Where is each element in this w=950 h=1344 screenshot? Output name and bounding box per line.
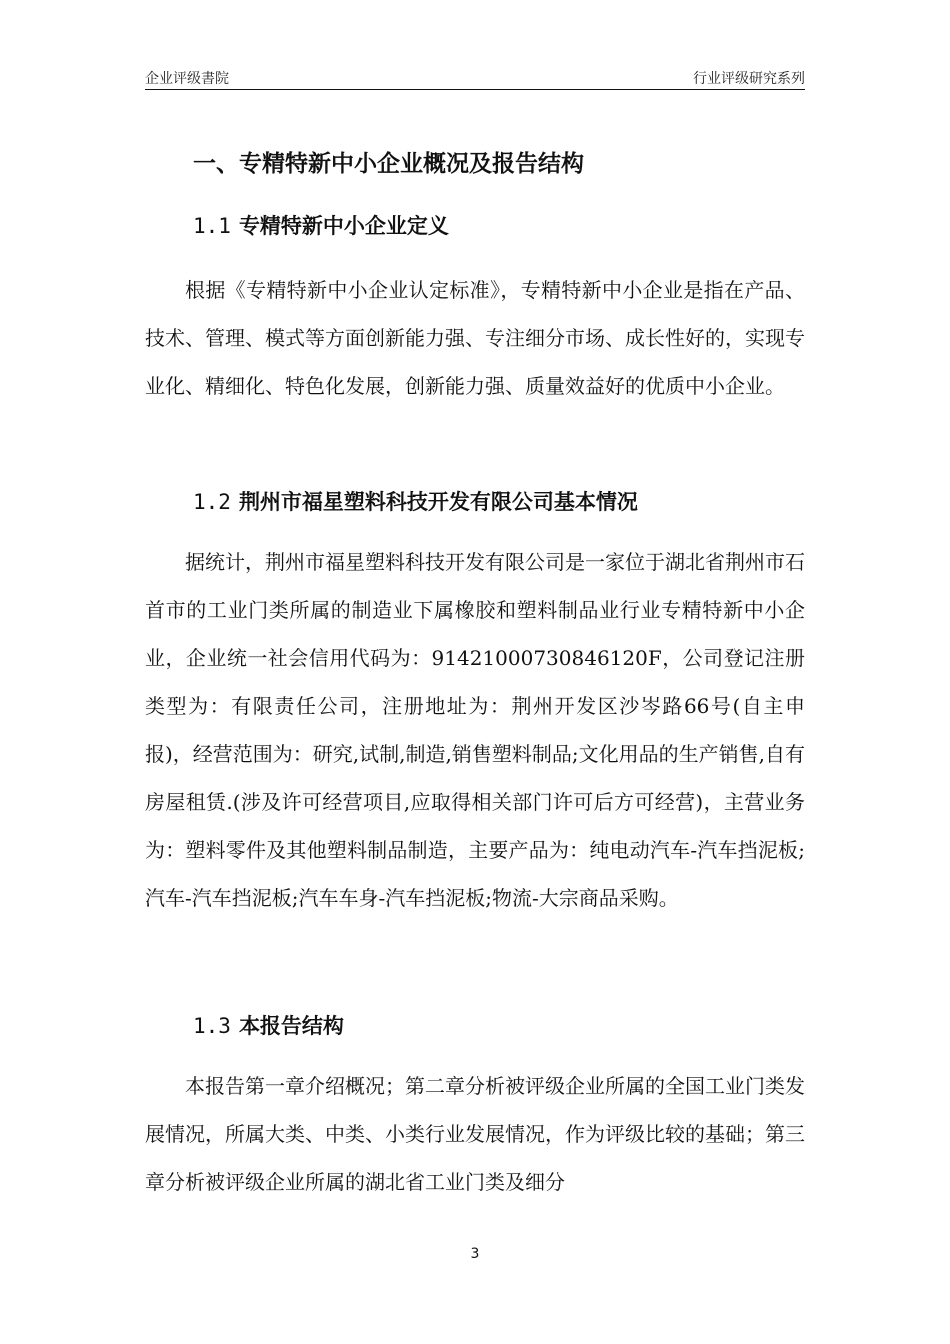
section-title: 专精特新中小企业定义 <box>238 214 449 238</box>
section-heading-1-1 <box>193 210 449 240</box>
chapter-title: 一、专精特新中小企业概况及报告结构 <box>193 151 584 177</box>
header-divider <box>145 89 805 90</box>
header-right-title: 行业评级研究系列 <box>693 71 805 87</box>
section-number: 1.2 <box>193 490 231 514</box>
section-paragraph-1-2: 据统计，荆州市福星塑料科技开发有限公司是一家位于湖北省荆州市石首市的工业门类所属的制造业下属橡胶和塑料制品业行业专精特新中小企业，企业统一社会信用代码为：91421000730846120F，公司登记注册类型为：有限责任公司，注册地址为：荆州开发区沙岑路66号(自主申报)，经营范围为：研究,试制,制造,销售塑料制品;文化用品的生产销售,自有房屋租赁.(涉及许可经营项目,应取得相关部门许可后方可经营)，主营业务为：塑料零件及其他塑料制品制造，主要产品为：纯电动汽车-汽车挡泥板;汽车-汽车挡泥板;汽车车身-汽车挡泥板;物流-大宗商品采购。 <box>145 550 805 910</box>
section-title: 本报告结构 <box>238 1014 344 1038</box>
section-paragraph-1-1: 根据《专精特新中小企业认定标准》，专精特新中小企业是指在产品、技术、管理、模式等方面创新能力强、专注细分市场、成长性好的，实现专业化、精细化、特色化发展，创新能力强、质量效益好的优质中小企业。 <box>145 278 805 398</box>
page-number: 3 <box>470 1246 480 1262</box>
section-title: 荆州市福星塑料科技开发有限公司基本情况 <box>238 490 638 514</box>
section-number: 1.3 <box>193 1014 231 1038</box>
section-paragraph-1-3: 本报告第一章介绍概况；第二章分析被评级企业所属的全国工业门类发展情况，所属大类、中类、小类行业发展情况，作为评级比较的基础；第三章分析被评级企业所属的湖北省工业门类及细分 <box>145 1074 805 1194</box>
section-heading-1-2 <box>193 486 638 516</box>
section-number: 1.1 <box>193 214 231 238</box>
section-heading-1-3 <box>193 1010 344 1040</box>
header-left-title: 企业评级書院 <box>145 71 229 87</box>
